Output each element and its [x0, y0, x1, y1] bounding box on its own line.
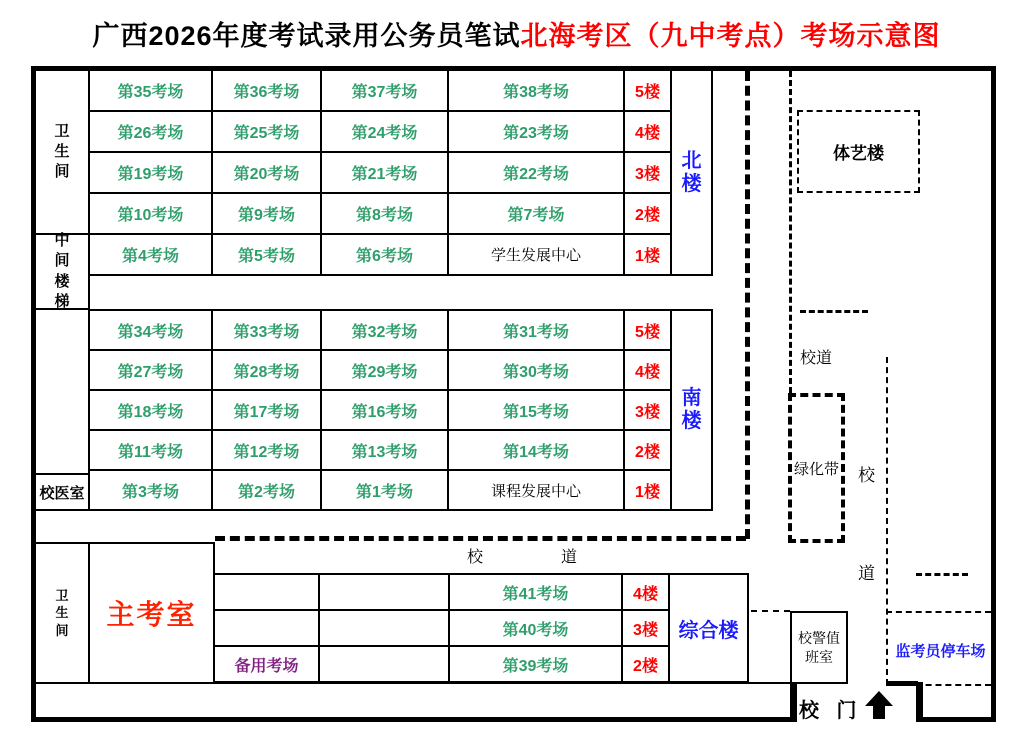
exam-room-cell: 第14考场: [448, 430, 624, 470]
exam-room-cell: 第32考场: [321, 310, 448, 350]
road-label-text: 校道: [800, 350, 833, 367]
middle-stairs-cell: [36, 232, 88, 310]
road-vertical-char: [858, 559, 875, 584]
road-mark-segment: [916, 573, 968, 576]
table-row: [89, 310, 712, 350]
table-row: [214, 574, 748, 610]
south-building-table: [88, 309, 713, 511]
exam-room-cell: 第20考场: [212, 152, 321, 193]
exam-room-cell: 第28考场: [212, 350, 321, 390]
road-vertical-char-text: 道: [858, 564, 875, 583]
sports-arts-label: 体艺楼: [833, 144, 884, 163]
exam-room-cell: 第25考场: [212, 111, 321, 152]
exam-room-cell: 第12考场: [212, 430, 321, 470]
gate-post-left: [790, 682, 797, 722]
gate-post-right: [916, 682, 923, 722]
exam-room-cell: 第7考场: [448, 193, 624, 234]
exam-room-cell: 第41考场: [449, 574, 622, 610]
table-row: [89, 430, 712, 470]
road-edge-dashdot-vertical: [886, 357, 888, 685]
floor-label: 4楼: [624, 350, 671, 390]
middle-stairs-label: 中间楼梯: [54, 232, 70, 310]
floor-label: 4楼: [624, 111, 671, 152]
table-row: [89, 193, 712, 234]
exam-room-cell: 第11考场: [89, 430, 212, 470]
exam-room-cell: 第34考场: [89, 310, 212, 350]
sports-arts-building: [797, 110, 920, 193]
exam-room-cell: 第39考场: [449, 646, 622, 682]
campus-east-edge-dashed: [789, 71, 792, 393]
floor-label: 4楼: [622, 574, 669, 610]
empty-cell: [319, 574, 449, 610]
exam-room-cell: 第33考场: [212, 310, 321, 350]
wall-segment: [886, 681, 918, 686]
exam-room-cell: 第30考场: [448, 350, 624, 390]
table-row: [89, 70, 712, 111]
exam-room-cell: 第10考场: [89, 193, 212, 234]
restroom-bottom-cell: [36, 542, 90, 684]
exam-room-cell: 第31考场: [448, 310, 624, 350]
floor-label: 3楼: [624, 390, 671, 430]
empty-cell: [214, 574, 319, 610]
campus-bottom-line: [36, 682, 790, 684]
floor-label: 3楼: [622, 610, 669, 646]
exam-room-cell: 第3考场: [89, 470, 212, 510]
exam-room-cell: 第24考场: [321, 111, 448, 152]
road-boundary-vertical-dashed: [745, 71, 750, 539]
road-label-horizontal: [257, 544, 787, 572]
road-vertical-char: [858, 461, 875, 486]
table-row: [89, 390, 712, 430]
exam-room-cell: 第27考场: [89, 350, 212, 390]
exam-room-cell: 第36考场: [212, 70, 321, 111]
table-row: [89, 350, 712, 390]
restroom-bottom-label: 卫生间: [55, 587, 69, 638]
police-duty-room-label: 校警值班室: [798, 630, 840, 665]
exam-room-cell: 第1考场: [321, 470, 448, 510]
table-row: [214, 610, 748, 646]
road-char: 校: [466, 549, 483, 566]
north-building-label: 北楼: [681, 149, 702, 195]
road-mark-segment: [800, 310, 868, 313]
student-center-cell: 学生发展中心: [448, 234, 624, 275]
exam-room-cell: 第8考场: [321, 193, 448, 234]
exam-room-cell: 第23考场: [448, 111, 624, 152]
police-duty-room: [790, 611, 848, 684]
road-boundary-horizontal-dashed: [215, 536, 746, 541]
south-building-label-cell: [671, 310, 712, 510]
clinic-cell: [36, 475, 88, 511]
table-row: [89, 234, 712, 275]
sidebar-divider-line: [88, 276, 90, 311]
clinic-label: 校医室: [39, 484, 85, 502]
title-prefix: 广西2026年度考试录用公务员笔试: [92, 21, 521, 51]
backup-room-cell: 备用考场: [214, 646, 319, 682]
north-building-label-cell: [671, 70, 712, 275]
exam-room-cell: 第6考场: [321, 234, 448, 275]
greenbelt-label: 绿化带: [793, 460, 839, 478]
floor-label: 1楼: [624, 234, 671, 275]
restroom-top-cell: [36, 71, 88, 235]
table-row: [89, 470, 712, 510]
invigilator-parking-label: 监考员停车场: [895, 643, 986, 660]
main-office-label: 主考室: [106, 599, 197, 630]
floor-label: 2楼: [624, 430, 671, 470]
sidebar-empty-cell: [36, 310, 88, 475]
road-char: 道: [561, 549, 578, 566]
greenbelt-area: [788, 393, 845, 543]
parking-top-boundary: [886, 611, 991, 613]
exam-room-cell: 第40考场: [449, 610, 622, 646]
table-row: [89, 111, 712, 152]
floor-label: 5楼: [624, 70, 671, 111]
police-room-left-boundary: [751, 610, 790, 612]
exam-room-cell: 第13考场: [321, 430, 448, 470]
empty-cell: [214, 610, 319, 646]
exam-room-cell: 第9考场: [212, 193, 321, 234]
gate-arrow-icon: [864, 691, 894, 721]
floor-label: 3楼: [624, 152, 671, 193]
south-building-label: 南楼: [681, 387, 702, 432]
table-row: [89, 152, 712, 193]
exam-room-cell: 第15考场: [448, 390, 624, 430]
empty-cell: [319, 610, 449, 646]
exam-room-cell: 第21考场: [321, 152, 448, 193]
exam-room-cell: 第5考场: [212, 234, 321, 275]
exam-room-cell: 第2考场: [212, 470, 321, 510]
floor-label: 2楼: [622, 646, 669, 682]
restroom-top-label: 卫生间: [54, 122, 70, 181]
floor-label: 2楼: [624, 193, 671, 234]
exam-room-cell: 第16考场: [321, 390, 448, 430]
exam-room-cell: 第35考场: [89, 70, 212, 111]
annex-building-table: [213, 573, 749, 683]
title-highlight: 北海考区（九中考点）考场示意图: [520, 21, 941, 51]
floor-label: 5楼: [624, 310, 671, 350]
empty-cell: [319, 646, 449, 682]
exam-room-cell: 第37考场: [321, 70, 448, 111]
table-row: [214, 646, 748, 682]
main-office-cell: [90, 542, 215, 684]
exam-room-cell: 第26考场: [89, 111, 212, 152]
exam-room-cell: 第38考场: [448, 70, 624, 111]
exam-room-cell: 第4考场: [89, 234, 212, 275]
road-label-small: [800, 345, 832, 368]
annex-building-label-cell: [669, 574, 748, 682]
exam-room-cell: 第29考场: [321, 350, 448, 390]
exam-room-cell: 第17考场: [212, 390, 321, 430]
school-gate-label: 校 门: [799, 700, 863, 722]
road-vertical-char-text: 校: [858, 466, 875, 485]
annex-building-label: 综合楼: [678, 619, 739, 642]
course-center-cell: 课程发展中心: [448, 470, 624, 510]
exam-room-cell: 第18考场: [89, 390, 212, 430]
exam-room-cell: 第19考场: [89, 152, 212, 193]
north-building-table: [88, 69, 713, 276]
page-title: [0, 14, 1033, 53]
floor-label: 1楼: [624, 470, 671, 510]
exam-room-cell: 第22考场: [448, 152, 624, 193]
